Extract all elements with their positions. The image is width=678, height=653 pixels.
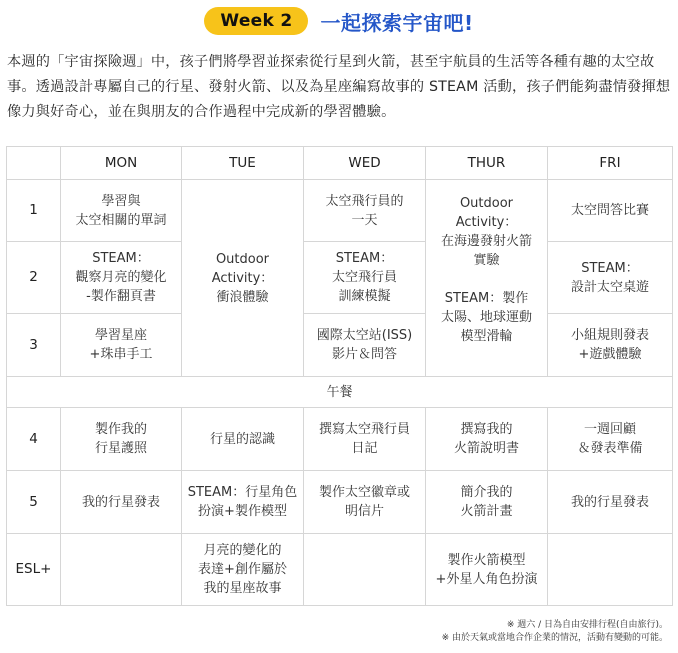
cell-r1-mon: 學習與 太空相關的單詞: [61, 180, 182, 242]
cell-r5-mon: 我的行星發表: [61, 471, 182, 534]
cell-r4-wed: 撰寫太空飛行員 日記: [304, 408, 426, 471]
cell-r2-wed: STEAM： 太空飛行員 訓練模擬: [304, 242, 426, 314]
cell-r3-wed: 國際太空站(ISS) 影片＆問答: [304, 314, 426, 377]
table-row: [7, 314, 673, 377]
row-label: 5: [7, 471, 61, 534]
week-badge: Week 2: [204, 7, 308, 35]
lunch-row: [7, 377, 673, 408]
cell-r4-fri: 一週回顧 ＆發表準備: [548, 408, 673, 471]
cell-r5-thur: 簡介我的 火箭計畫: [426, 471, 548, 534]
table-row: [7, 180, 673, 242]
cell-esl-wed: [304, 534, 426, 606]
table-row: [7, 408, 673, 471]
header-tue: TUE: [182, 147, 304, 180]
cell-r5-wed: 製作太空徽章或 明信片: [304, 471, 426, 534]
cell-r1-fri: 太空問答比賽: [548, 180, 673, 242]
cell-esl-fri: [548, 534, 673, 606]
cell-tue-outdoor: Outdoor Activity： 衝浪體驗: [182, 180, 304, 377]
page-title: 一起探索宇宙吧!: [320, 10, 474, 35]
table-row: [7, 534, 673, 606]
table-row: [7, 242, 673, 314]
table-header-row: [7, 147, 673, 180]
intro-paragraph: 本週的「宇宙探險週」中，孩子們將學習並探索從行星到火箭，甚至宇航員的生活等各種有趣的太空故事。透過設計專屬自己的行星、發射火箭、以及為星座編寫故事的 STEAM 活動，孩子們能夠盡情發揮想像力與好奇心，並在與朋友的合作過程中完成新的學習體驗。: [7, 54, 671, 120]
footnote: ※ 週六 / 日為自由安排行程(自由旅行)。: [506, 620, 668, 630]
footnotes: [68, 619, 668, 645]
cell-r5-tue: STEAM：行星角色 扮演+製作模型: [182, 471, 304, 534]
cell-r3-fri: 小組規則發表 +遊戲體驗: [548, 314, 673, 377]
table-row: [7, 471, 673, 534]
row-label: 4: [7, 408, 61, 471]
cell-r3-mon: 學習星座 +珠串手工: [61, 314, 182, 377]
row-label: ESL+: [7, 534, 61, 606]
cell-thur-outdoor: Outdoor Activity： 在海邊發射火箭 實驗 STEAM：製作 太陽、地球運動 模型滑輪: [426, 180, 548, 377]
header-wed: WED: [304, 147, 426, 180]
corner-cell: [7, 147, 61, 180]
row-label: 2: [7, 242, 61, 314]
footnote: ※ 由於天氣或當地合作企業的情況，活動有變動的可能。: [441, 633, 668, 643]
cell-esl-mon: [61, 534, 182, 606]
cell-r4-mon: 製作我的 行星護照: [61, 408, 182, 471]
cell-r4-tue: 行星的認識: [182, 408, 304, 471]
cell-esl-thur: 製作火箭模型 +外星人角色扮演: [426, 534, 548, 606]
cell-esl-tue: 月亮的變化的 表達+創作屬於 我的星座故事: [182, 534, 304, 606]
cell-r1-wed: 太空飛行員的 一天: [304, 180, 426, 242]
row-label: 1: [7, 180, 61, 242]
cell-r2-mon: STEAM： 觀察月亮的變化 -製作翻頁書: [61, 242, 182, 314]
header-thur: THUR: [426, 147, 548, 180]
header-mon: MON: [61, 147, 182, 180]
lunch-cell: 午餐: [7, 377, 673, 408]
page-header: [0, 6, 678, 36]
header-fri: FRI: [548, 147, 673, 180]
cell-r4-thur: 撰寫我的 火箭說明書: [426, 408, 548, 471]
cell-r5-fri: 我的行星發表: [548, 471, 673, 534]
cell-r2-fri: STEAM： 設計太空桌遊: [548, 242, 673, 314]
schedule-table: [6, 146, 673, 606]
row-label: 3: [7, 314, 61, 377]
